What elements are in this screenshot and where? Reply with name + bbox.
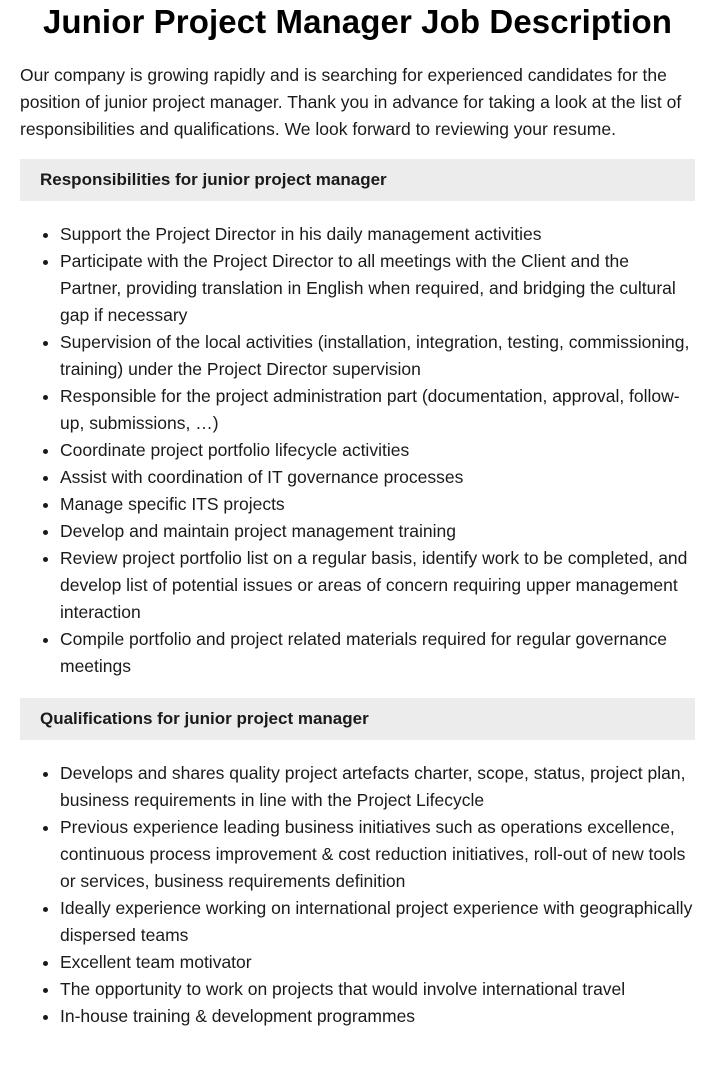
list-item: • Ideally experience working on international project experience with geographically dispersed teams — [60, 895, 695, 949]
list-item: • Develops and shares quality project artefacts charter, scope, status, project plan, business requirements in line with the Project Lifecycle — [60, 760, 695, 814]
responsibilities-heading: Responsibilities for junior project manager — [20, 159, 695, 201]
list-item: • Manage specific ITS projects — [60, 491, 695, 518]
list-item: • Responsible for the project administration part (documentation, approval, follow-up, submissions, …) — [60, 383, 695, 437]
list-item: • Develop and maintain project management training — [60, 518, 695, 545]
list-item: • Compile portfolio and project related materials required for regular governance meetings — [60, 626, 695, 680]
list-item: • Supervision of the local activities (installation, integration, testing, commissioning, training) under the Project Director supervision — [60, 329, 695, 383]
list-item: • Coordinate project portfolio lifecycle activities — [60, 437, 695, 464]
list-item: • Assist with coordination of IT governance processes — [60, 464, 695, 491]
responsibilities-list — [20, 221, 695, 680]
qualifications-heading: Qualifications for junior project manager — [20, 698, 695, 740]
list-item: • Participate with the Project Director to all meetings with the Client and the Partner, providing translation in English when required, and bridging the cultural gap if necessary — [60, 248, 695, 329]
list-item: • Excellent team motivator — [60, 949, 695, 976]
list-item: • The opportunity to work on projects that would involve international travel — [60, 976, 695, 1003]
qualifications-list — [20, 760, 695, 1030]
list-item: • Review project portfolio list on a regular basis, identify work to be completed, and develop list of potential issues or areas of concern requiring upper management interaction — [60, 545, 695, 626]
list-item: • In-house training & development programmes — [60, 1003, 695, 1030]
intro-paragraph: Our company is growing rapidly and is searching for experienced candidates for the position of junior project manager. Thank you in advance for taking a look at the list of responsibilities and qualifications. We look forward to reviewing your resume. — [20, 65, 682, 139]
page-title: Junior Project Manager Job Description — [42, 3, 673, 40]
list-item: • Support the Project Director in his daily management activities — [60, 221, 695, 248]
list-item: • Previous experience leading business initiatives such as operations excellence, continuous process improvement & cost reduction initiatives, roll-out of new tools or services, business requirements definition — [60, 814, 695, 895]
